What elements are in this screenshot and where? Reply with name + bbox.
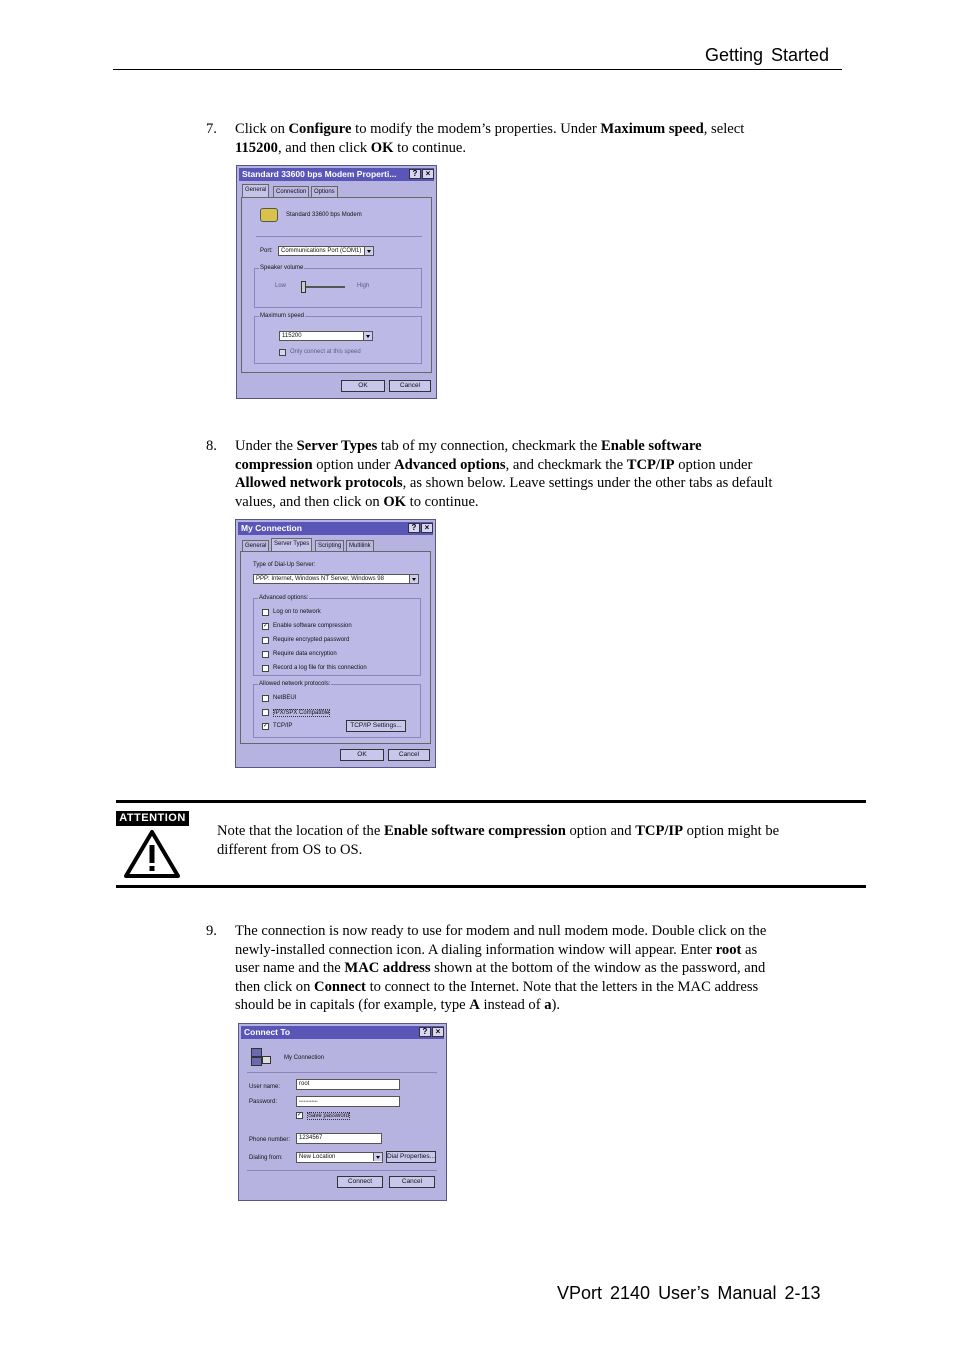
divider (256, 236, 422, 237)
help-button[interactable]: ? (408, 523, 420, 533)
modem-name: Standard 33600 bps Modem (286, 212, 362, 218)
step-text: Click on Configure to modify the modem’s properties. Under Maximum speed, select 115200, and then click OK to continue. (235, 121, 745, 156)
header-rule (113, 69, 842, 70)
group-label: Maximum speed (260, 313, 305, 319)
my-connection-dialog (235, 519, 436, 768)
volume-slider[interactable] (301, 286, 345, 288)
connection-name: My Connection (284, 1055, 325, 1061)
server-type-select[interactable]: PPP: Internet, Windows NT Server, Windows 98 (253, 574, 419, 584)
step-number: 7. (206, 121, 217, 137)
dialing-from-label: Dialing from: (249, 1155, 283, 1161)
attention-bottom-rule (116, 885, 866, 888)
tab-scripting[interactable]: Scripting (315, 540, 344, 551)
password-input[interactable]: ************ (296, 1096, 400, 1107)
tab-options[interactable]: Options (311, 186, 338, 197)
tab-panel (240, 551, 431, 744)
password-label: Password: (249, 1099, 278, 1105)
checkbox-box[interactable] (279, 349, 286, 356)
tab-multilink[interactable]: Multilink (346, 540, 374, 551)
attention-badge: ATTENTION (116, 811, 189, 826)
dialog-title: Connect To (244, 1027, 291, 1037)
step-7 (206, 120, 846, 160)
chevron-down-icon (409, 575, 418, 583)
group-label: Advanced options: (259, 595, 309, 601)
attention-top-rule (116, 800, 866, 803)
step-text: The connection is now ready to use for modem and null modem mode. Double click on the newly-installed connection icon. A dialing information window will appear. Enter root as user name and the MAC address shown at the bottom of the window as the password, and then click on Connect to connect to the Internet. Note that the letters in the MAC address should be in capitals (for example, type A instead of a). (235, 923, 767, 1013)
warning-icon (122, 828, 182, 880)
tab-connection[interactable]: Connection (273, 186, 309, 197)
step-8 (206, 437, 846, 513)
dial-properties-button[interactable]: Dial Properties... (386, 1151, 436, 1163)
dialog-title: My Connection (241, 523, 302, 533)
step-number: 8. (206, 438, 217, 454)
divider (247, 1170, 437, 1171)
page-header-title: Getting Started (705, 45, 830, 65)
group-label: Allowed network protocols: (259, 681, 331, 687)
dialog-titlebar (239, 168, 434, 181)
allowed-protocols-group: Allowed network protocols: NetBEUI IPX/SPX Compatible ✓ TCP/IP TCP/IP Settings... (253, 684, 421, 738)
port-select[interactable]: Communications Port (COM1) (278, 246, 374, 256)
dialing-from-select[interactable]: New Location (296, 1152, 383, 1163)
tcpip-settings-button[interactable]: TCP/IP Settings... (346, 720, 406, 732)
tab-general[interactable]: General (242, 184, 269, 197)
group-label: Speaker volume (260, 265, 304, 271)
user-name-input[interactable]: root (296, 1079, 400, 1090)
connect-to-dialog: Connect To ? × My Connection User name: root Password: ************ ✓ Save password Phone number: 1234567 Dialing from: New Location Dial Properties... Connect Cancel (238, 1023, 447, 1201)
cancel-button[interactable]: Cancel (389, 1176, 435, 1188)
chevron-down-icon (363, 332, 372, 340)
help-button[interactable]: ? (409, 169, 421, 179)
tab-panel (241, 197, 432, 373)
dialog-title: Standard 33600 bps Modem Properti... (242, 169, 397, 179)
close-button[interactable]: × (422, 169, 434, 179)
ok-button[interactable]: OK (340, 749, 384, 761)
tab-general[interactable]: General (242, 540, 269, 551)
cancel-button[interactable]: Cancel (388, 749, 430, 761)
connection-icon (251, 1048, 269, 1066)
divider (247, 1072, 437, 1073)
modem-icon (260, 208, 278, 222)
user-name-label: User name: (249, 1084, 281, 1090)
slider-thumb[interactable] (301, 281, 306, 293)
low-label: Low (275, 283, 287, 289)
step-text: Under the Server Types tab of my connection, checkmark the Enable software compression option under Advanced options, and checkmark the TCP/IP option under Allowed network protocols, as shown below. Leave settings under the other tabs as default values, and then click on OK to continue. (235, 438, 773, 510)
dialog-titlebar (241, 1026, 444, 1039)
attention-text: Note that the location of the Enable software compression option and TCP/IP option might be different from OS to OS. (217, 823, 780, 858)
chevron-down-icon (364, 247, 373, 255)
phone-number-input[interactable]: 1234567 (296, 1133, 382, 1144)
dialog-titlebar (238, 522, 433, 535)
close-button[interactable]: × (421, 523, 433, 533)
advanced-options-group: Advanced options: Log on to network ✓ Enable software compression Require encrypted password Require data encryption Record a log file for this connection (253, 598, 421, 676)
tab-server-types[interactable]: Server Types (271, 538, 312, 551)
high-label: High (357, 283, 370, 289)
server-type-label: Type of Dial-Up Server: (253, 562, 316, 568)
help-button[interactable]: ? (419, 1027, 431, 1037)
page-footer: VPort 2140 User’s Manual 2-13 (557, 1283, 821, 1303)
maximum-speed-select[interactable]: 115200 (279, 331, 373, 341)
phone-number-label: Phone number: (249, 1137, 291, 1143)
maximum-speed-group: Maximum speed 115200 Only connect at this speed (254, 316, 422, 364)
connect-button[interactable]: Connect (337, 1176, 383, 1188)
modem-properties-dialog (236, 165, 437, 399)
ok-button[interactable]: OK (341, 380, 385, 392)
close-button[interactable]: × (432, 1027, 444, 1037)
step-number: 9. (206, 923, 217, 939)
port-label: Port: (260, 248, 273, 254)
cancel-button[interactable]: Cancel (389, 380, 431, 392)
step-9 (206, 922, 846, 1016)
speaker-volume-group (254, 265, 422, 308)
chevron-down-icon (373, 1153, 382, 1161)
